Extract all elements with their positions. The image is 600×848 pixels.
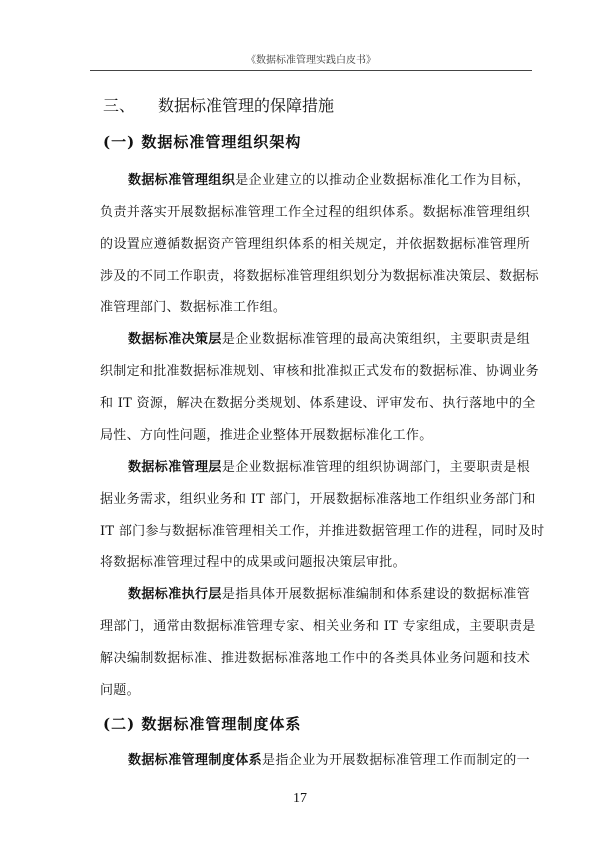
paragraph-text: 是指具体开展数据标准编制和体系建设的数据标准管: [221, 587, 530, 602]
section-number: 三、: [103, 96, 136, 115]
paragraph-line: [100, 204, 530, 222]
paragraph-lead-term: 数据标准管理制度体系: [128, 753, 263, 768]
paragraph-text: 解决编制数据标准、推进数据标准落地工作中的各类具体业务问题和技术: [100, 651, 530, 666]
subsection-heading: (一) 数据标准管理组织架构: [103, 133, 302, 151]
subsection-heading: (二) 数据标准管理制度体系: [103, 715, 302, 733]
paragraph-line: [100, 523, 545, 541]
running-header: 《数据标准管理实践白皮书》: [246, 55, 376, 66]
paragraph-text: 是企业数据标准管理的组织协调部门，主要职责是根: [221, 460, 530, 475]
paragraph-line: [100, 618, 536, 636]
paragraph-line: [100, 554, 530, 572]
paragraph-line: [100, 236, 530, 254]
paragraph-text: 问题。: [100, 683, 140, 698]
paragraph-lead-term: 数据标准执行层: [128, 587, 222, 602]
paragraph-line: [100, 395, 536, 413]
paragraph-text: 据业务需求，组织业务和 IT 部门，开展数据标准落地工作组织业务部门和: [100, 492, 536, 507]
paragraph-lead-term: 数据标准决策层: [128, 332, 222, 347]
paragraph-text: 涉及的不同工作职责，将数据标准管理组织划分为数据标准决策层、数据标: [100, 269, 539, 284]
paragraph-line: [100, 299, 530, 317]
paragraph-line: [100, 427, 530, 445]
paragraph-line: [100, 491, 536, 509]
paragraph-line: [100, 268, 539, 286]
paragraph-lead-term: 数据标准管理组织: [128, 173, 236, 188]
paragraph-text: 将数据标准管理过程中的成果或问题报决策层审批。: [100, 555, 406, 570]
paragraph-line: [128, 331, 530, 349]
paragraph-line: [100, 682, 530, 700]
paragraph-text: 和 IT 资源，解决在数据分类规划、体系建设、评审发布、执行落地中的全: [100, 396, 536, 411]
paragraph-text: IT 部门参与数据标准管理相关工作，并推进数据管理工作的进程，同时及时: [100, 524, 545, 539]
paragraph-text: 织制定和批准数据标准规划、审核和批准拟正式发布的数据标准、协调业务: [100, 364, 539, 379]
paragraph-text: 局性、方向性问题，推进企业整体开展数据标准化工作。: [100, 428, 433, 443]
paragraph-text: 是指企业为开展数据标准管理工作而制定的一: [262, 753, 530, 768]
header-rule: [90, 70, 532, 71]
paragraph-text: 准管理部门、数据标准工作组。: [100, 300, 287, 315]
paragraph-text: 负责并落实开展数据标准管理工作全过程的组织体系。数据标准管理组织: [100, 205, 530, 220]
paragraph-text: 是企业数据标准管理的最高决策组织，主要职责是组: [221, 332, 530, 347]
paragraph-text: 是企业建立的以推动企业数据标准化工作为目标，: [235, 173, 530, 188]
paragraph-lead-term: 数据标准管理层: [128, 460, 222, 475]
section-heading: [103, 93, 334, 116]
paragraph-line: [128, 586, 530, 604]
paragraph-text: 理部门，通常由数据标准管理专家、相关业务和 IT 专家组成，主要职责是: [100, 619, 536, 634]
paragraph-line: [100, 363, 539, 381]
paragraph-line: [128, 172, 530, 190]
paragraph-line: [128, 752, 530, 770]
paragraph-line: [128, 459, 530, 477]
section-title: 数据标准管理的保障措施: [158, 96, 335, 115]
paragraph-text: 的设置应遵循数据资产管理组织体系的相关规定，并依据数据标准管理所: [100, 237, 530, 252]
page-number: 17: [293, 791, 307, 806]
paragraph-line: [100, 650, 530, 668]
